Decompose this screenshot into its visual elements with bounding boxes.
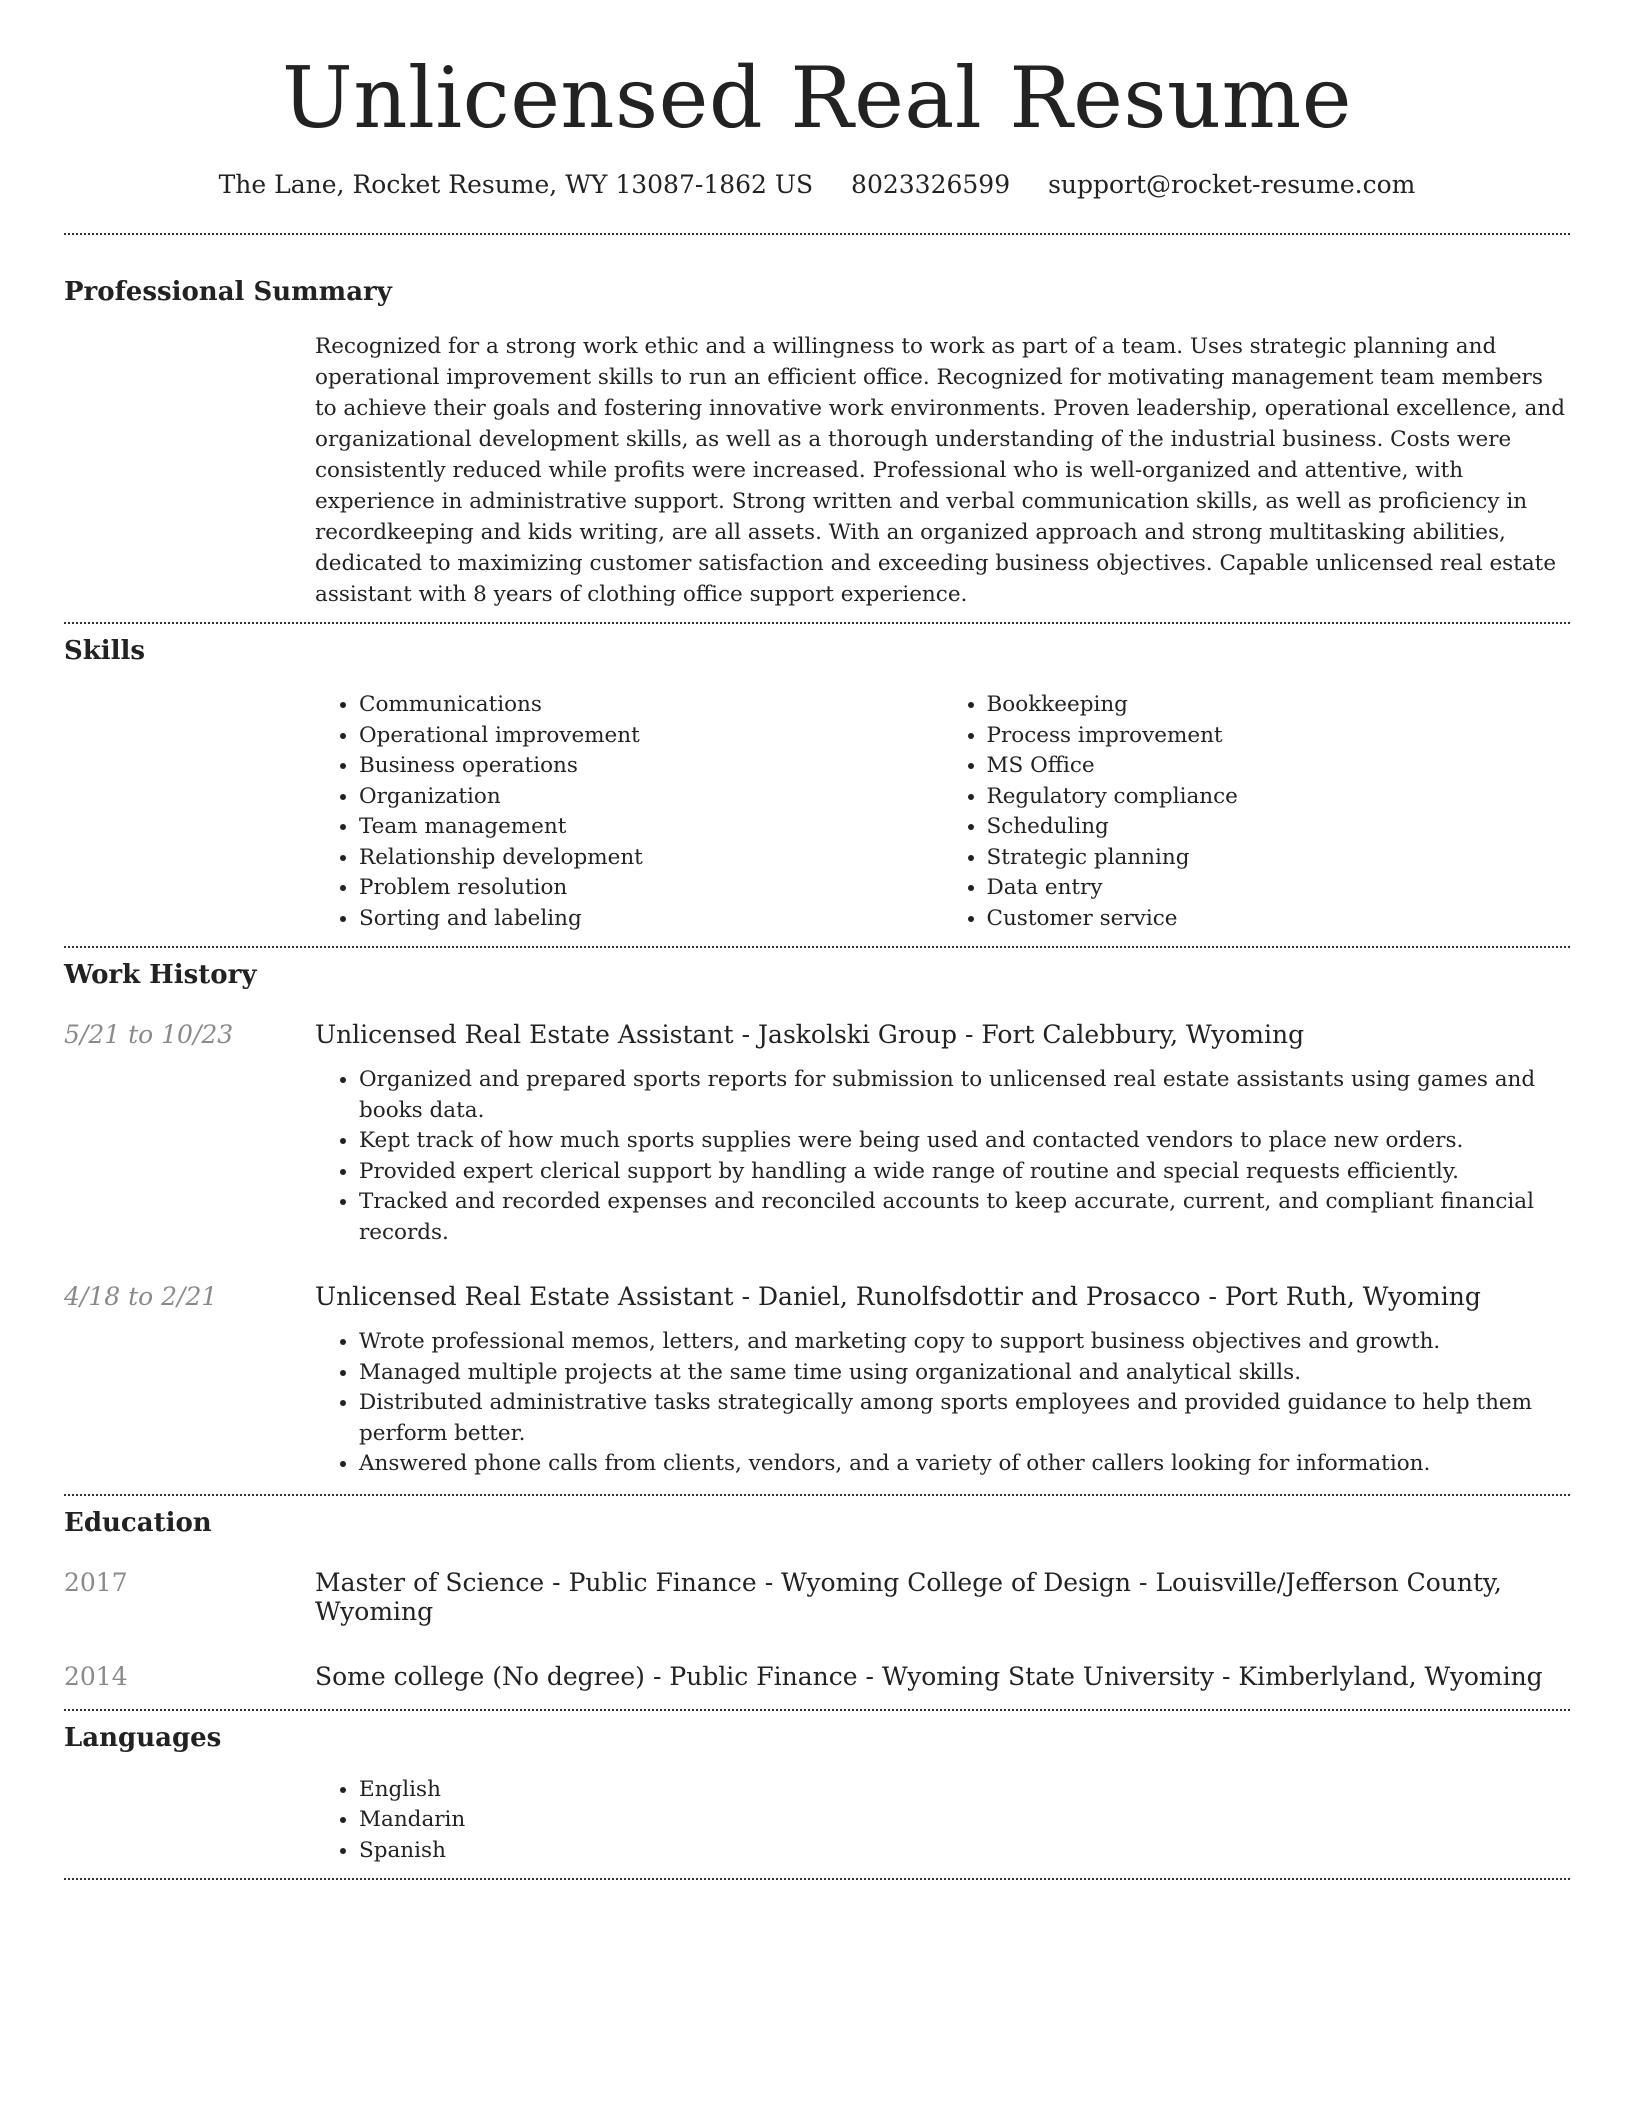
skill-item: • Business operations	[359, 751, 943, 782]
skill-item: • MS Office	[987, 751, 1571, 782]
job-bullet: • Kept track of how much sports supplies were being used and contacted vendors to place new orders.	[359, 1126, 1570, 1157]
education-section	[64, 1508, 1570, 1691]
education-school: Wyoming State University	[881, 1661, 1214, 1691]
skills-list-left	[315, 690, 943, 934]
education-location: Louisville/Jefferson County, Wyoming	[315, 1567, 1502, 1626]
job-bullet: • Wrote professional memos, letters, and marketing copy to support business objectives and growth.	[359, 1327, 1570, 1358]
summary-section	[64, 277, 1570, 610]
job-bullet: • Organized and prepared sports reports for submission to unlicensed real estate assistants using games and books data.	[359, 1065, 1570, 1126]
skill-item: • Customer service	[987, 904, 1571, 935]
job-title: Unlicensed Real Estate Assistant	[315, 1020, 734, 1049]
job-heading: Unlicensed Real Estate Assistant - Daniel, Runolfsdottir and Prosacco - Port Ruth, Wyoming	[315, 1282, 1481, 1311]
resume-page	[64, 0, 1570, 1880]
skills-heading: Skills	[64, 636, 146, 666]
divider	[64, 946, 1570, 948]
education-heading: Education	[64, 1507, 212, 1538]
job-bullets	[315, 1065, 1570, 1248]
job-heading: Unlicensed Real Estate Assistant - Jaskolski Group - Fort Calebbury, Wyoming	[315, 1020, 1305, 1049]
contact-email: support@rocket-resume.com	[1048, 170, 1416, 199]
divider	[64, 622, 1570, 624]
job-header-row	[64, 1020, 1570, 1049]
skill-item: • Process improvement	[987, 721, 1571, 752]
contact-line	[64, 170, 1570, 199]
divider	[64, 1878, 1570, 1880]
language-item: • Mandarin	[359, 1805, 1570, 1836]
job-location: Port Ruth, Wyoming	[1224, 1282, 1481, 1311]
job-company: Jaskolski Group	[758, 1020, 957, 1049]
job-bullet: • Managed multiple projects at the same time using organizational and analytical skills.	[359, 1358, 1570, 1389]
skills-section	[64, 636, 1570, 934]
work-heading: Work History	[64, 960, 257, 990]
skill-item: • Regulatory compliance	[987, 782, 1571, 813]
skill-item: • Relationship development	[359, 843, 943, 874]
work-section	[64, 960, 1570, 1480]
job-company: Daniel, Runolfsdottir and Prosacco	[758, 1282, 1201, 1311]
education-entry	[64, 1568, 1570, 1626]
job-location: Fort Calebbury, Wyoming	[981, 1020, 1305, 1049]
skill-item: • Scheduling	[987, 812, 1571, 843]
divider	[64, 1494, 1570, 1496]
contact-address: The Lane, Rocket Resume, WY 13087-1862 US	[218, 170, 814, 199]
job-dates: 4/18 to 2/21	[64, 1282, 218, 1311]
summary-text: Recognized for a strong work ethic and a willingness to work as part of a team. Uses strategic planning and operational improvement skills to run an efficient office. Recognized for motivating management team members to achieve their goals and fostering innovative work environments. Proven leadership, operational excellence, and organizational development skills, as well as a thorough understanding of the industrial business. Costs were consistently reduced while profits were increased. Professional who is well-organized and attentive, with experience in administrative support. Strong written and verbal communication skills, as well as proficiency in recordkeeping and kids writing, are all assets. With an organized approach and strong multitasking abilities, dedicated to maximizing customer satisfaction and exceeding business objectives. Capable unlicensed real estate assistant with 8 years of clothing office support experience.	[315, 334, 1565, 607]
skill-item: • Operational improvement	[359, 721, 943, 752]
skill-item: • Communications	[359, 690, 943, 721]
job-bullets	[315, 1327, 1570, 1480]
education-year: 2014	[64, 1661, 128, 1691]
languages-heading: Languages	[64, 1722, 222, 1753]
language-item: • Spanish	[359, 1836, 1570, 1867]
languages-list	[315, 1775, 1570, 1867]
education-year: 2017	[64, 1567, 128, 1597]
job-bullet: • Provided expert clerical support by handling a wide range of routine and special requests efficiently.	[359, 1157, 1570, 1188]
education-degree: Master of Science	[315, 1567, 545, 1597]
resume-name: Unlicensed Real Resume	[282, 49, 1352, 147]
skills-columns	[315, 690, 1570, 934]
skill-item: • Problem resolution	[359, 873, 943, 904]
education-school: Wyoming College of Design	[781, 1567, 1131, 1597]
summary-heading: Professional Summary	[64, 277, 392, 307]
skills-list-right	[943, 690, 1571, 934]
language-item: • English	[359, 1775, 1570, 1806]
job-bullet: • Tracked and recorded expenses and reconciled accounts to keep accurate, current, and compliant financial records.	[359, 1187, 1570, 1248]
job-entry	[64, 1020, 1570, 1248]
job-title: Unlicensed Real Estate Assistant	[315, 1282, 734, 1311]
contact-phone: 8023326599	[851, 170, 1011, 199]
divider	[64, 1709, 1570, 1711]
skill-item: • Team management	[359, 812, 943, 843]
skill-item: • Bookkeeping	[987, 690, 1571, 721]
education-heading-line: Some college (No degree) - Public Finance - Wyoming State University - Kimberlyland, Wyoming	[315, 1661, 1543, 1691]
divider	[64, 233, 1570, 235]
education-field: Public Finance	[568, 1567, 757, 1597]
skill-item: • Organization	[359, 782, 943, 813]
education-location: Kimberlyland, Wyoming	[1238, 1661, 1543, 1691]
job-header-row	[64, 1282, 1570, 1311]
education-heading-line: Master of Science - Public Finance - Wyoming College of Design - Louisville/Jefferson County, Wyoming	[315, 1567, 1502, 1626]
skill-item: • Strategic planning	[987, 843, 1571, 874]
job-dates: 5/21 to 10/23	[64, 1020, 234, 1049]
languages-section	[64, 1723, 1570, 1867]
job-bullet: • Distributed administrative tasks strategically among sports employees and provided guidance to help them perform better.	[359, 1388, 1570, 1449]
skill-item: • Data entry	[987, 873, 1571, 904]
job-entry	[64, 1282, 1570, 1480]
skill-item: • Sorting and labeling	[359, 904, 943, 935]
education-entry	[64, 1662, 1570, 1691]
education-degree: Some college (No degree)	[315, 1661, 645, 1691]
education-field: Public Finance	[669, 1661, 858, 1691]
job-bullet: • Answered phone calls from clients, vendors, and a variety of other callers looking for information.	[359, 1449, 1570, 1480]
